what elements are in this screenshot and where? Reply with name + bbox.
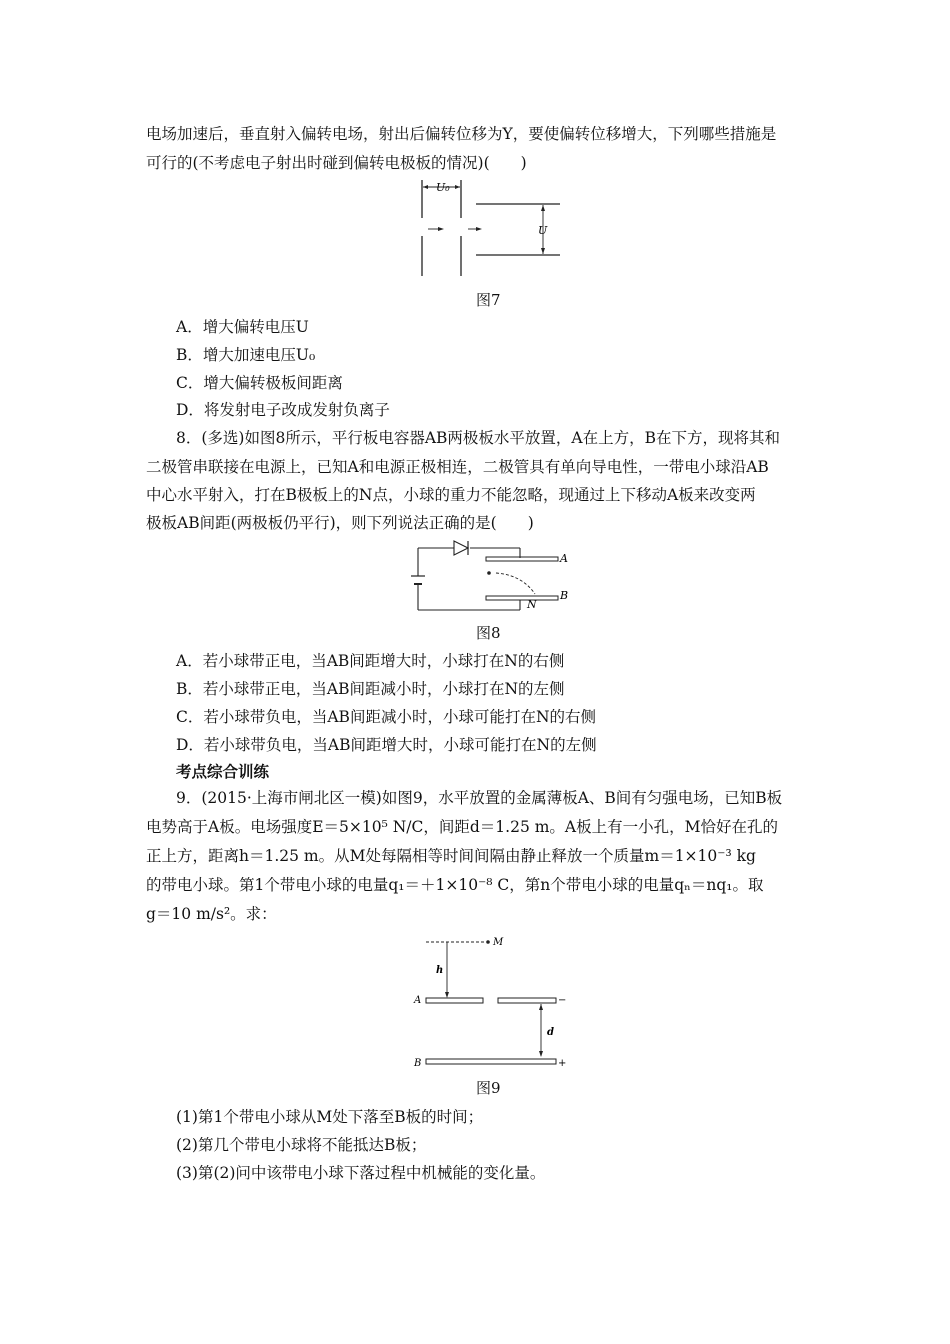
- figure-9-caption: 图9: [476, 1079, 501, 1097]
- figure-7-caption: 图7: [476, 291, 501, 309]
- q7-option-d: D．将发射电子改成发射负离子: [176, 401, 390, 419]
- label-h: h: [436, 965, 444, 976]
- label-plate-b: B: [560, 589, 569, 602]
- label-point-n: N: [527, 598, 537, 611]
- figure-9-lower: [410, 1004, 570, 1072]
- q7-text-line-1: 电场加速后，垂直射入偏转电场，射出后偏转位移为Y，要使偏转位移增大，下列哪些措施是: [146, 125, 777, 143]
- q8-text-line-3: 中心水平射入，打在B极板上的N点，小球的重力不能忽略，现通过上下移动A板来改变两: [146, 486, 756, 504]
- label-u: U: [538, 224, 548, 237]
- q9-text-line-1: 9．(2015·上海市闸北区一模)如图9，水平放置的金属薄板A、B间有匀强电场，已知B板: [176, 789, 783, 807]
- q8-option-b: B．若小球带正电，当AB间距减小时，小球打在N的左侧: [176, 680, 565, 698]
- q9-sub-question-2: (2)第几个带电小球将不能抵达B板；: [176, 1136, 427, 1154]
- q7-option-c: C．增大偏转极板间距离: [176, 374, 343, 392]
- q8-option-d: D．若小球带负电，当AB间距增大时，小球可能打在N的左侧: [176, 736, 597, 754]
- label-plate-a: A: [560, 552, 568, 565]
- q7-option-a: A．增大偏转电压U: [176, 318, 309, 336]
- label-point-m: M: [493, 937, 504, 948]
- label-plate-b: B: [414, 1058, 422, 1069]
- q9-sub-question-1: (1)第1个带电小球从M处下落至B板的时间；: [176, 1108, 484, 1126]
- label-plate-a: A: [414, 995, 422, 1004]
- figure-9: [410, 932, 570, 1004]
- q8-option-c: C．若小球带负电，当AB间距减小时，小球可能打在N的右侧: [176, 708, 597, 726]
- q9-text-line-2: 电势高于A板。电场强度E＝5×10⁵ N/C，间距d＝1.25 m。A板上有一小孔，M恰好在孔的: [146, 818, 778, 836]
- q8-option-a: A．若小球带正电，当AB间距增大时，小球打在N的右侧: [176, 652, 565, 670]
- section-heading: 考点综合训练: [176, 762, 270, 781]
- label-d: d: [547, 1027, 554, 1038]
- q7-text-line-2: 可行的(不考虑电子射出时碰到偏转电极板的情况)( ): [146, 154, 527, 172]
- q9-text-line-3: 正上方，距离h＝1.25 m。从M处每隔相等时间间隔由静止释放一个质量m＝1×10⁻³ kg: [146, 847, 756, 865]
- figure-8: [410, 540, 575, 616]
- q7-option-b: B．增大加速电压U₀: [176, 346, 316, 364]
- q9-text-line-4: 的带电小球。第1个带电小球的电量q₁＝＋1×10⁻⁸ C，第n个带电小球的电量qₙ＝nq₁。取: [146, 876, 764, 894]
- q9-text-line-5: g＝10 m/s²。求：: [146, 905, 277, 923]
- q8-text-line-1: 8．(多选)如图8所示，平行板电容器AB两极板水平放置，A在上方，B在下方，现将其和: [176, 429, 780, 447]
- figure-7: [410, 178, 570, 280]
- q9-sub-question-3: (3)第(2)问中该带电小球下落过程中机械能的变化量。: [176, 1164, 546, 1182]
- q8-text-line-2: 二极管串联接在电源上，已知A和电源正极相连，二极管具有单向导电性，一带电小球沿AB: [146, 458, 769, 476]
- label-minus: −: [558, 995, 567, 1004]
- label-plus: +: [558, 1058, 567, 1069]
- figure-8-caption: 图8: [476, 624, 501, 642]
- label-u0: U₀: [436, 181, 450, 194]
- q8-text-line-4: 极板AB间距(两极板仍平行)，则下列说法正确的是( ): [146, 514, 534, 532]
